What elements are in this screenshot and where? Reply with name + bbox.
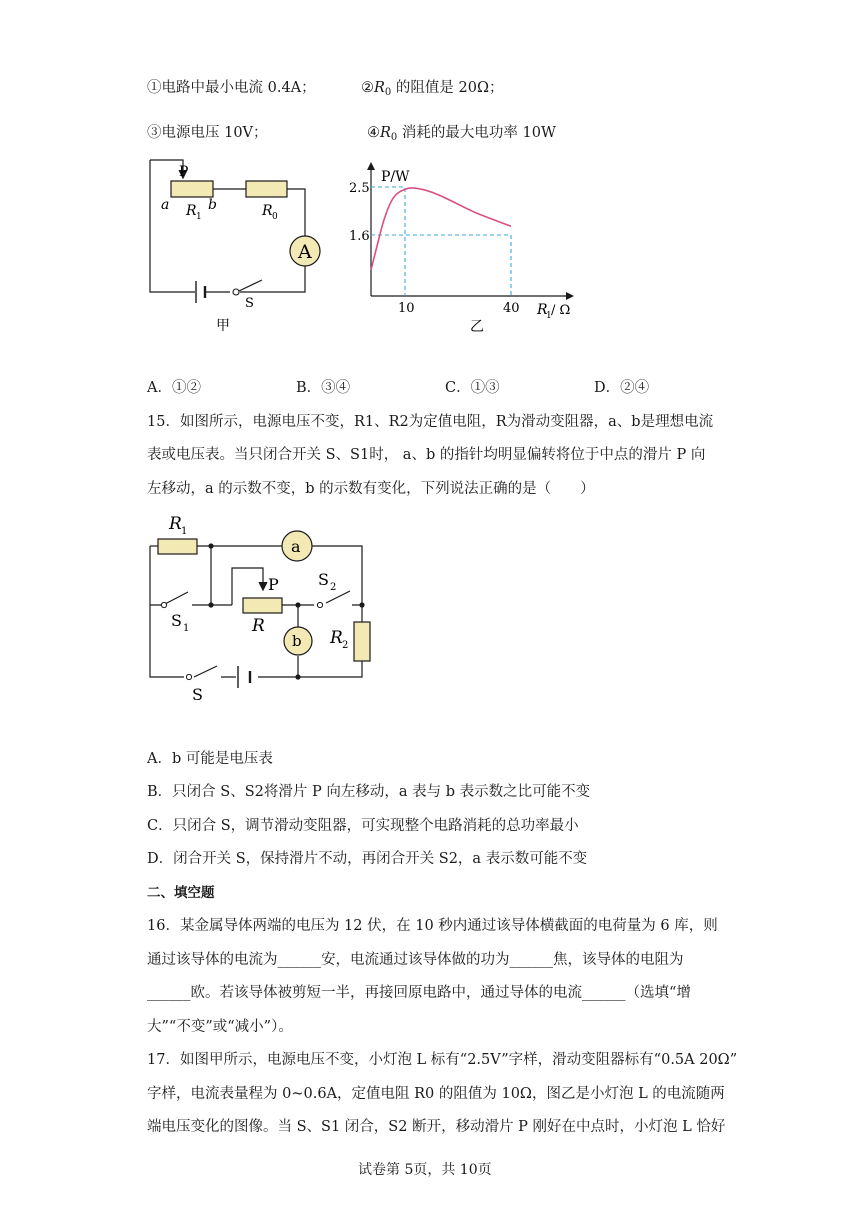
guide-lines — [371, 187, 511, 296]
label-R1: R — [169, 514, 182, 534]
q14-choice-d[interactable]: D．②④ — [594, 380, 650, 396]
switch-contact — [161, 602, 166, 607]
y-tick-1.6: 1.6 — [349, 229, 370, 244]
junction-dot — [208, 602, 213, 607]
label-R: R — [252, 616, 265, 636]
label-S2-sub: 2 — [330, 582, 337, 593]
junction-dot — [208, 543, 213, 548]
label-S2: S — [318, 570, 329, 589]
label-R0: R — [262, 203, 273, 219]
switch-contact — [186, 674, 191, 679]
q15-choice-a[interactable]: A．b 可能是电压表 — [147, 751, 273, 767]
label-R1: R — [186, 203, 197, 219]
x-axis-label: R — [537, 302, 548, 318]
label-A: A — [298, 241, 312, 263]
resistor-R1-q15 — [158, 539, 197, 554]
q17-line-3: 端电压变化的图像。当 S、S1 闭合，S2 断开，移动滑片 P 刚好在中点时，小灯泡 L 恰好 — [147, 1119, 726, 1135]
q16-line-4: 大”“不变”或“减小”）。 — [147, 1019, 293, 1035]
label-P: P — [268, 575, 279, 594]
q17-line-2: 字样，电流表量程为 0~0.6A，定值电阻 R0 的阻值为 10Ω，图乙是小灯泡 L 的电流随两 — [147, 1086, 725, 1102]
q15-choice-c[interactable]: C．只闭合 S，调节滑动变阻器，可实现整个电路消耗的总功率最小 — [147, 818, 579, 834]
label-b: b — [292, 632, 302, 650]
resistor-R2 — [354, 622, 370, 661]
q14-choice-b[interactable]: B．③④ — [296, 380, 351, 396]
label-S1-sub: 1 — [183, 623, 190, 634]
q14-option-1: ①电路中最小电流 0.4A； — [147, 80, 316, 96]
label-R2-sub: 2 — [342, 640, 349, 651]
label-R1-sub: 1 — [196, 212, 202, 222]
label-a: a — [161, 197, 170, 213]
junction-dot — [295, 602, 300, 607]
q14-option-2: $②R_0$ 的阻值是 20Ω； — [361, 80, 504, 98]
junction-dot — [295, 674, 300, 679]
q15-choice-d[interactable]: D．闭合开关 S，保持滑片不动，再闭合开关 S2，a 表示数可能不变 — [147, 851, 588, 867]
q16-line-2: 通过该导体的电流为______安，电流通过该导体做的功为______焦，该导体的电阻为 — [147, 952, 684, 968]
junction-dot — [359, 602, 364, 607]
section-heading: 二、填空题 — [147, 885, 215, 901]
page-footer: 试卷第 5页，共 10页 — [358, 1162, 492, 1178]
q16-line-3: ______欧。若该导体被剪短一半，再接回原电路中，通过导体的电流______（选填“增 — [147, 985, 691, 1001]
label-b: b — [208, 197, 217, 213]
q16-line-1: 16．某金属导体两端的电压为 12 伏，在 10 秒内通过该导体横截面的电荷量为 6 库，则 — [147, 918, 718, 934]
label-S1: S — [171, 611, 182, 630]
label-R1-sub: 1 — [181, 526, 188, 537]
label-P: P — [179, 164, 189, 180]
resistor-R1 — [171, 181, 213, 197]
x-tick-10: 10 — [398, 301, 415, 316]
rheostat-R — [243, 598, 282, 613]
q14-choice-c[interactable]: C．①③ — [445, 380, 500, 396]
q15-stem-line-2: 表或电压表。当只闭合开关 S、S1时， a、b 的指针均明显偏转将位于中点的滑片 P 向 — [147, 447, 706, 463]
resistor-R0 — [246, 181, 287, 197]
q14-choice-a[interactable]: A．①② — [147, 380, 201, 396]
caption-yi: 乙 — [470, 319, 484, 335]
label-R2: R — [330, 628, 343, 648]
label-S: S — [192, 685, 203, 704]
q15-stem-line-1: 15．如图所示，电源电压不变，R1、R2为定值电阻，R为滑动变阻器，a、b是理想电流 — [147, 414, 714, 430]
q14-option-3: ③电源电压 10V； — [147, 125, 268, 141]
switch-contact — [233, 289, 239, 295]
y-tick-2.5: 2.5 — [349, 181, 370, 196]
q15-stem-line-3: 左移动，a 的示数不变，b 的示数有变化，下列说法正确的是（ ） — [147, 481, 595, 497]
x-axis-label-sub: 1 — [546, 311, 552, 321]
caption-jia: 甲 — [216, 318, 230, 334]
x-tick-40: 40 — [503, 301, 520, 316]
power-curve — [371, 188, 511, 270]
label-a: a — [291, 537, 301, 556]
q15-choice-b[interactable]: B．只闭合 S、S2将滑片 P 向左移动，a 表与 b 表示数之比可能不变 — [147, 784, 591, 800]
switch-contact — [317, 602, 322, 607]
label-R0-sub: 0 — [272, 212, 278, 222]
y-axis-label: P/W — [381, 169, 410, 185]
x-axis-unit: / Ω — [551, 303, 571, 318]
q14-option-4: $④R_0$ 消耗的最大电功率 10W — [367, 125, 556, 143]
label-S: S — [245, 296, 254, 311]
q17-line-1: 17．如图甲所示，电源电压不变，小灯泡 L 标有“2.5V”字样，滑动变阻器标有“0.5A 20Ω” — [147, 1052, 738, 1068]
